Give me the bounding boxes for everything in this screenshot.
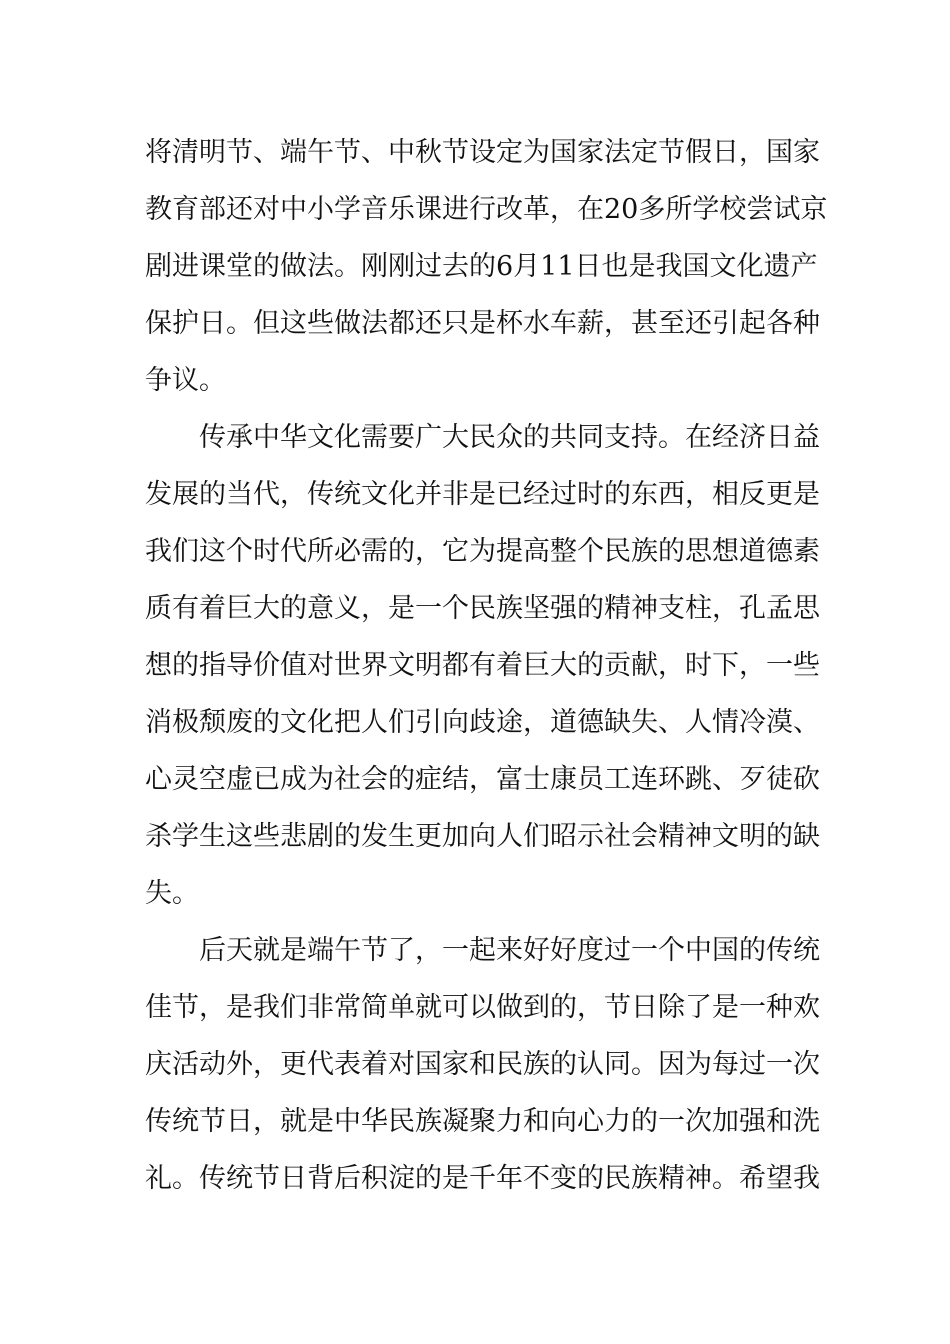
text-line: 杀学生这些悲剧的发生更加向人们昭示社会精神文明的缺 (145, 821, 820, 852)
text-line: 心灵空虚已成为社会的症结，富士康员工连环跳、歹徒砍 (145, 764, 820, 795)
text-line: 庆活动外，更代表着对国家和民族的认同。因为每过一次 (145, 1049, 820, 1080)
text-line: 礼。传统节日背后积淀的是千年不变的民族精神。希望我 (145, 1163, 820, 1194)
text-line: 想的指导价值对世界文明都有着巨大的贡献，时下，一些 (145, 650, 820, 681)
text-line: 教育部还对中小学音乐课进行改革，在20多所学校尝试京 (145, 194, 828, 225)
text-line: 发展的当代，传统文化并非是已经过时的东西，相反更是 (145, 479, 820, 510)
text-line: 传统节日，就是中华民族凝聚力和向心力的一次加强和洗 (145, 1106, 820, 1137)
text-line: 我们这个时代所必需的，它为提高整个民族的思想道德素 (145, 536, 820, 567)
text-line: 剧进课堂的做法。刚刚过去的6月11日也是我国文化遗产 (145, 251, 818, 282)
text-line: 保护日。但这些做法都还只是杯水车薪，甚至还引起各种 (145, 308, 820, 339)
text-line: 质有着巨大的意义，是一个民族坚强的精神支柱，孔孟思 (145, 593, 820, 624)
text-line: 消极颓废的文化把人们引向歧途，道德缺失、人情冷漠、 (145, 707, 820, 738)
text-line: 争议。 (145, 365, 226, 396)
text-line: 将清明节、端午节、中秋节设定为国家法定节假日，国家 (145, 137, 820, 168)
text-line: 传承中华文化需要广大民众的共同支持。在经济日益 (199, 422, 820, 453)
text-line: 失。 (145, 878, 199, 909)
text-line: 后天就是端午节了，一起来好好度过一个中国的传统 (199, 935, 820, 966)
text-line: 佳节，是我们非常简单就可以做到的，节日除了是一种欢 (145, 992, 820, 1023)
